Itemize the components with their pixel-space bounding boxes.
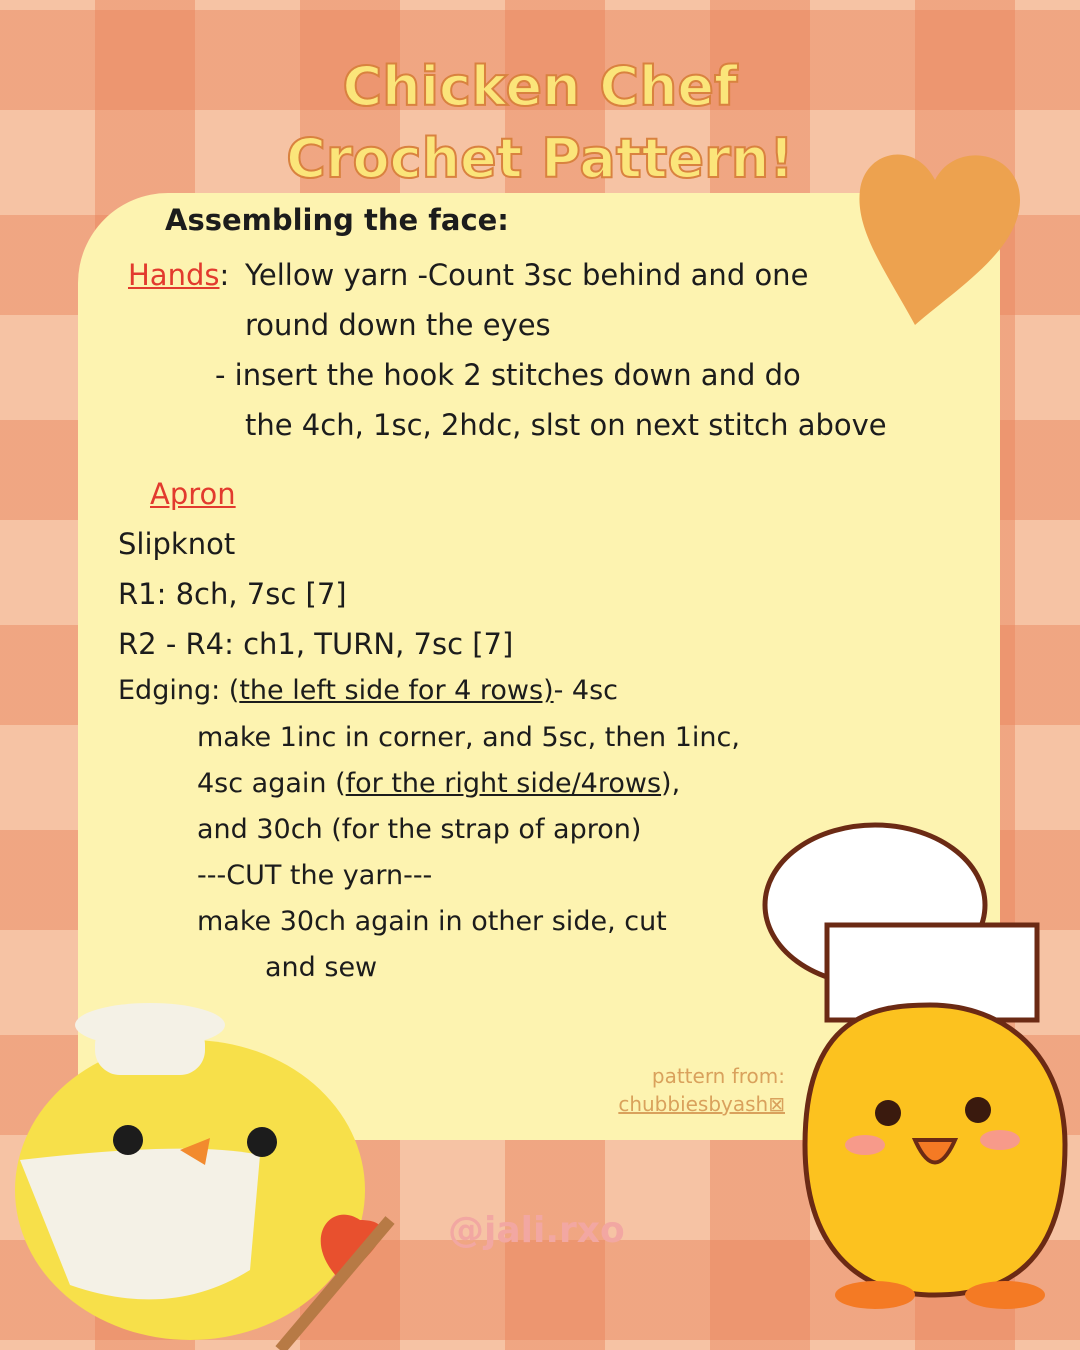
edging-rest: - 4sc [553, 675, 619, 706]
cartoon-chef-chick [745, 795, 1080, 1350]
apron-note: for the right side/4rows [345, 768, 662, 799]
title-line-1: Chicken Chef [342, 55, 738, 118]
apron-text: ), [661, 768, 681, 799]
hands-label: Hands [128, 258, 220, 292]
apron-text: 4sc again ( [197, 768, 346, 799]
apron-line: make 30ch again in other side, cut [197, 906, 667, 937]
edging-label: Edging: ( [118, 675, 240, 706]
edging-note: the left side for 4 rows) [239, 675, 554, 706]
apron-line: R1: 8ch, 7sc [7] [118, 577, 347, 611]
colon: : [219, 258, 230, 292]
face-heading: Assembling the face: [165, 203, 509, 237]
credit-source: chubbiesbyash⊠ [618, 1092, 785, 1116]
apron-heading: Apron [150, 477, 236, 511]
apron-line: and sew [265, 952, 378, 983]
apron-line: ---CUT the yarn--- [197, 860, 433, 891]
face-line: - insert the hook 2 stitches down and do [215, 358, 801, 392]
credit-label: pattern from: [651, 1064, 785, 1088]
social-handle: @jali.rxo [448, 1210, 625, 1251]
face-line: Yellow yarn -Count 3sc behind and one [245, 258, 809, 292]
apron-line: and 30ch (for the strap of apron) [197, 814, 642, 845]
face-line: the 4ch, 1sc, 2hdc, slst on next stitch above [245, 408, 887, 442]
apron-line: Slipknot [118, 527, 236, 561]
face-line: round down the eyes [245, 308, 551, 342]
apron-line: make 1inc in corner, and 5sc, then 1inc, [197, 722, 740, 753]
title-line-2: Crochet Pattern! [286, 127, 794, 190]
heart-icon [855, 140, 1025, 330]
apron-line: R2 - R4: ch1, TURN, 7sc [7] [118, 627, 514, 661]
crochet-chick-photo [0, 1000, 470, 1350]
